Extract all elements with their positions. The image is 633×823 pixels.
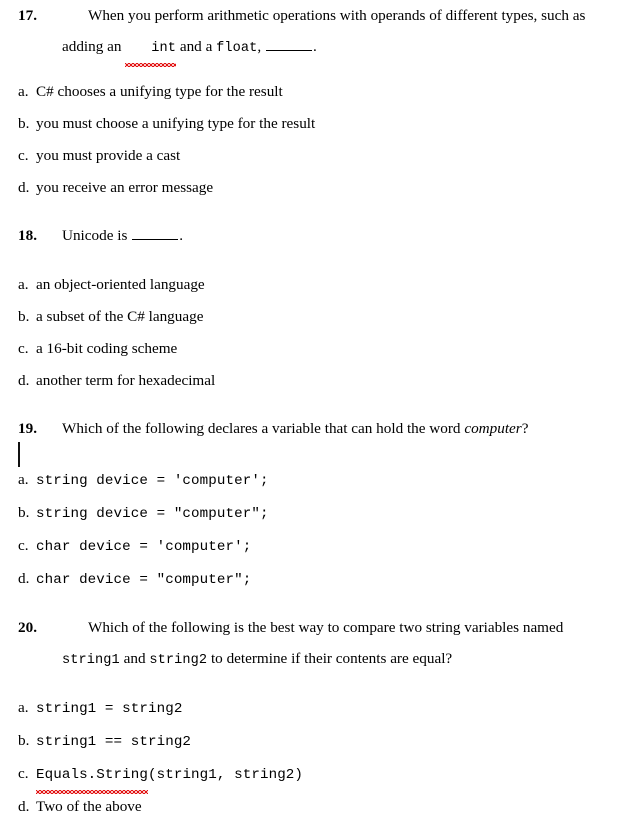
option-letter: d.	[18, 372, 30, 389]
stem-run: and a	[176, 38, 217, 55]
stem-run: .	[179, 227, 183, 244]
stem-run: .	[313, 38, 317, 55]
option-17-c[interactable]	[0, 140, 633, 172]
question-stem-text-17	[36, 0, 593, 64]
option-20-c[interactable]	[0, 758, 633, 791]
question-stem-20	[0, 612, 633, 676]
option-17-d[interactable]	[0, 172, 633, 204]
option-18-a[interactable]	[0, 269, 633, 301]
option-text: a subset of the C# language	[36, 308, 204, 325]
code-term-float: float	[216, 41, 258, 56]
fill-in-blank	[266, 39, 312, 51]
option-text: Two of the above	[36, 798, 142, 815]
options-list-19	[0, 464, 633, 596]
option-letter: c.	[18, 765, 29, 782]
option-code-text: string device = 'computer';	[36, 473, 269, 489]
options-list-17	[0, 76, 633, 204]
option-code-text: char device = "computer";	[36, 572, 252, 588]
option-letter: a.	[18, 276, 29, 293]
option-18-b[interactable]	[0, 301, 633, 333]
code-term-string1: string1	[62, 653, 120, 668]
option-18-c[interactable]	[0, 333, 633, 365]
option-text: another term for hexadecimal	[36, 372, 216, 389]
option-letter: c.	[18, 147, 29, 164]
option-letter: b.	[18, 732, 30, 749]
question-block-20	[0, 612, 633, 823]
options-list-18	[0, 269, 633, 397]
option-code-text: string device = "computer";	[36, 506, 269, 522]
stem-run: Which of the following declares a variable that can hold the word	[62, 420, 465, 437]
option-text: an object-oriented language	[36, 276, 205, 293]
stem-run: ,	[257, 38, 265, 55]
stem-run: Which of the following is the best way to compare two string variables named	[88, 619, 564, 636]
question-number-18: 18.	[18, 227, 37, 244]
option-text: you must provide a cast	[36, 147, 181, 164]
stem-run: Unicode is	[62, 227, 132, 244]
option-19-a[interactable]	[0, 464, 633, 497]
option-17-a[interactable]	[0, 76, 633, 108]
option-code-text: string1 == string2	[36, 734, 192, 750]
option-letter: b.	[18, 504, 30, 521]
option-code-misspelled: Equals.String	[36, 759, 148, 791]
option-20-a[interactable]	[0, 692, 633, 725]
option-20-d[interactable]	[0, 791, 633, 823]
option-text: C# chooses a unifying type for the result	[36, 83, 283, 100]
question-number-17: 17.	[18, 7, 37, 24]
emphasis-word-computer: computer	[464, 420, 522, 437]
option-letter: d.	[18, 570, 30, 587]
option-letter: c.	[18, 537, 29, 554]
option-19-b[interactable]	[0, 497, 633, 530]
question-block-17	[0, 0, 633, 204]
option-17-b[interactable]	[0, 108, 633, 140]
stem-run: ?	[521, 420, 529, 437]
question-block-19	[0, 413, 633, 596]
stem-run: When you perform arithmetic operations with operands of different types, such as adding an	[62, 7, 586, 55]
option-letter: c.	[18, 340, 29, 357]
option-code-text: (string1, string2)	[147, 767, 304, 783]
option-letter: a.	[18, 471, 29, 488]
option-19-d[interactable]	[0, 563, 633, 596]
option-letter: b.	[18, 115, 30, 132]
question-stem-text-18	[62, 220, 593, 251]
stem-run: to determine if their contents are equal?	[207, 650, 453, 667]
text-cursor	[18, 442, 20, 467]
option-letter: a.	[18, 699, 29, 716]
option-text: a 16-bit coding scheme	[36, 340, 178, 357]
question-stem-text-20	[36, 612, 593, 676]
question-stem-text-19	[62, 413, 593, 444]
option-19-c[interactable]	[0, 530, 633, 563]
question-block-18	[0, 220, 633, 397]
code-term-string2: string2	[149, 653, 208, 668]
option-code-text: char device = 'computer';	[36, 539, 252, 555]
option-20-b[interactable]	[0, 725, 633, 758]
option-letter: a.	[18, 83, 29, 100]
option-text: you must choose a unifying type for the result	[36, 115, 316, 132]
option-letter: d.	[18, 179, 30, 196]
option-letter: b.	[18, 308, 30, 325]
question-number-19: 19.	[18, 420, 37, 437]
stem-run: and	[119, 650, 150, 667]
option-letter: d.	[18, 798, 30, 815]
question-stem-18	[0, 220, 633, 251]
option-18-d[interactable]	[0, 365, 633, 397]
fill-in-blank	[132, 228, 178, 240]
option-text: you receive an error message	[36, 179, 214, 196]
question-number-20: 20.	[18, 619, 37, 636]
question-stem-17	[0, 0, 633, 64]
code-term-int: int	[125, 33, 176, 64]
options-list-20	[0, 692, 633, 823]
option-code-text: string1 = string2	[36, 701, 183, 717]
question-stem-19	[0, 413, 633, 444]
